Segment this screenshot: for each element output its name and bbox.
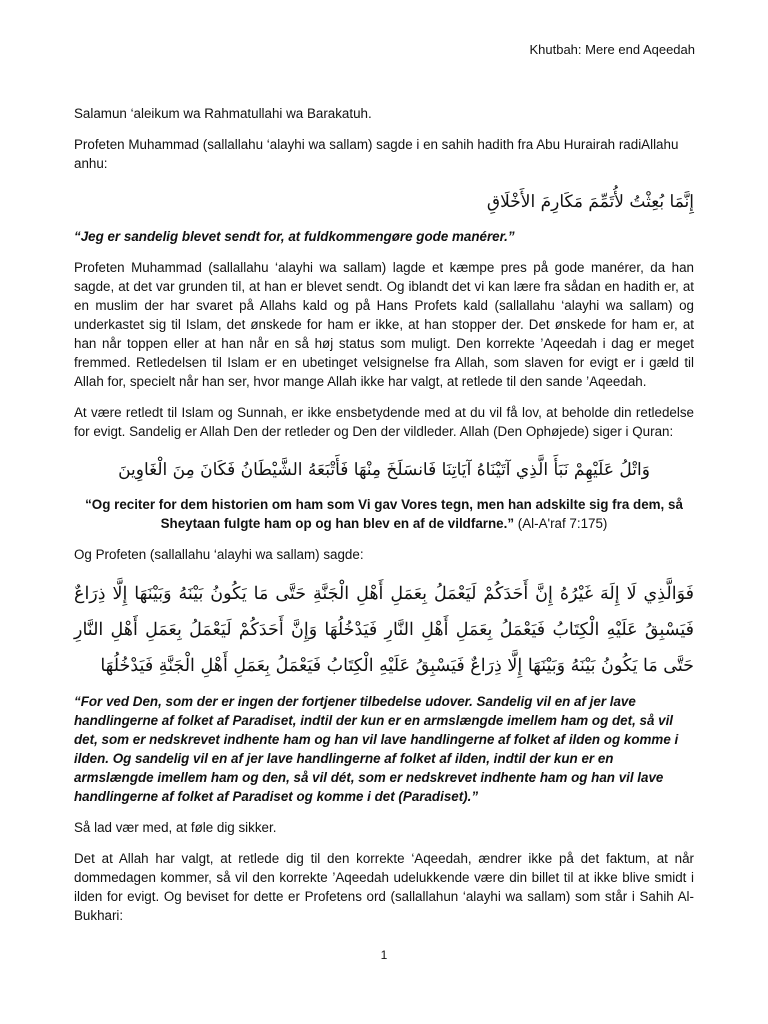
translation-1: “Jeg er sandelig blevet sendt for, at fuldkommengøre gode manérer.” bbox=[74, 229, 515, 244]
arabic-hadith-3: فَوَالَّذِي لَا إِلَهَ غَيْرُهُ إِنَّ أَحَدَكُمْ لَيَعْمَلُ بِعَمَلِ أَهْلِ الْجَنَّةِ حَتَّى مَا يَكُونُ بَيْنَهُ وَبَيْنَهَا إِلَّا ذِرَاعٌ فَيَسْبِقُ عَلَيْهِ الْكِتَابُ فَيَعْمَلُ بِعَمَلِ أَهْلِ النَّارِ فَيَدْخُلُهَا وَإِنَّ أَحَدَكُمْ لَيَعْمَلُ بِعَمَلِ أَهْلِ النَّارِ حَتَّى مَا يَكُونُ بَيْنَهُ وَبَيْنَهَا إِلَّا ذِرَاعٌ فَيَسْبِقُ عَلَيْهِ الْكِتَابُ فَيَعْمَلُ بِعَمَلِ أَهْلِ الْجَنَّةِ فَيَدْخُلُهَا bbox=[74, 584, 694, 676]
paragraph-1: Profeten Muhammad (sallallahu ‘alayhi wa sallam) lagde et kæmpe pres på gode manérer, da han sagde, at det var grunden til, at han er blevet sendt. Og iblandt det vi kan lære fra sådan en hadith er, at en muslim der har svaret på Allahs kald og på Hans Profets kald (sallallahu ‘alayhi wa sallam) og underkastet sig til Islam, det ønskede for ham er ikke, at han stopper der. Det ønskede for ham er, at han når toppen eller at han når en så høj status som muligt. Den korrekte ’Aqeedah i dag er meget fremmed. Retledelsen til Islam er en ubetinget velsignelse fra Allah, som slaven for evigt er i gæld til Allah for, specielt når han ser, hvor mange Allah ikke har valgt, at retlede til den sande ’Aqeedah. bbox=[74, 260, 694, 389]
document-body bbox=[74, 104, 694, 937]
translation-3: “For ved Den, som der er ingen der fortjener tilbedelse udover. Sandelig vil en af jer lave handlingerne af folket af Paradiset, indtil der kun er en armslængde imellem ham og det, så vil det, som er nedskrevet indhente ham og han vil lave handlingerne af folket af ilden og komme i ilden. Og sandelig vil en af jer lave handlingerne af folket af ilden, indtil der kun er en armslængde imellem ham og den, så vil dét, som er nedskrevet indhente ham og han vil lave handlingerne af folket af Paradiset og komme i det (Paradiset).” bbox=[74, 694, 679, 804]
paragraph-3: Så lad vær med, at føle dig sikker. bbox=[74, 820, 277, 835]
paragraph-2: At være retledt til Islam og Sunnah, er ikke ensbetydende med at du vil få lov, at beholde din retledelse for evigt. Sandelig er Allah Den der retleder og Den der vildleder. Allah (Den Ophøjede) siger i Quran: bbox=[74, 405, 694, 439]
paragraph-4: Det at Allah har valgt, at retlede dig til den korrekte ‘Aqeedah, ændrer ikke på det faktum, at når dommedagen kommer, så vil den korrekte ’Aqeedah udelukkende være din billet til at ikke blive smidt i ilden for evigt. Og beviset for dette er Profetens ord (sallallahun ‘alayhi wa sallam) som står i Sahih Al-Bukhari: bbox=[74, 851, 694, 923]
greeting: Salamun ‘aleikum wa Rahmatullahi wa Barakatuh. bbox=[74, 106, 372, 121]
arabic-verse-2: وَاتْلُ عَلَيْهِمْ نَبَأَ الَّذِي آتَيْنَاهُ آيَاتِنَا فَانسَلَخَ مِنْهَا فَأَتْبَعَهُ الشَّيْطَانُ فَكَانَ مِنَ الْغَاوِينَ bbox=[118, 460, 650, 480]
page-header: Khutbah: Mere end Aqeedah bbox=[529, 42, 695, 57]
translation-2-text: “Og reciter for dem historien om ham som Vi gav Vores tegn, men han adskilte sig fra dem, så Sheytaan fulgte ham op og han blev en af de vildfarne.” bbox=[85, 497, 683, 531]
arabic-hadith-1: إِنَّمَا بُعِثْتُ لأُتَمِّمَ مَكَارِمَ الأَخْلَاقِ bbox=[486, 192, 694, 212]
page-number: 1 bbox=[380, 948, 388, 962]
translation-2 bbox=[74, 495, 694, 533]
verse-reference: (Al-A'raf 7:175) bbox=[514, 516, 608, 531]
intro-2: Og Profeten (sallallahu ‘alayhi wa sallam) sagde: bbox=[74, 547, 364, 562]
intro-paragraph: Profeten Muhammad (sallallahu ‘alayhi wa sallam) sagde i en sahih hadith fra Abu Hurairah radiAllahu anhu: bbox=[74, 137, 679, 171]
